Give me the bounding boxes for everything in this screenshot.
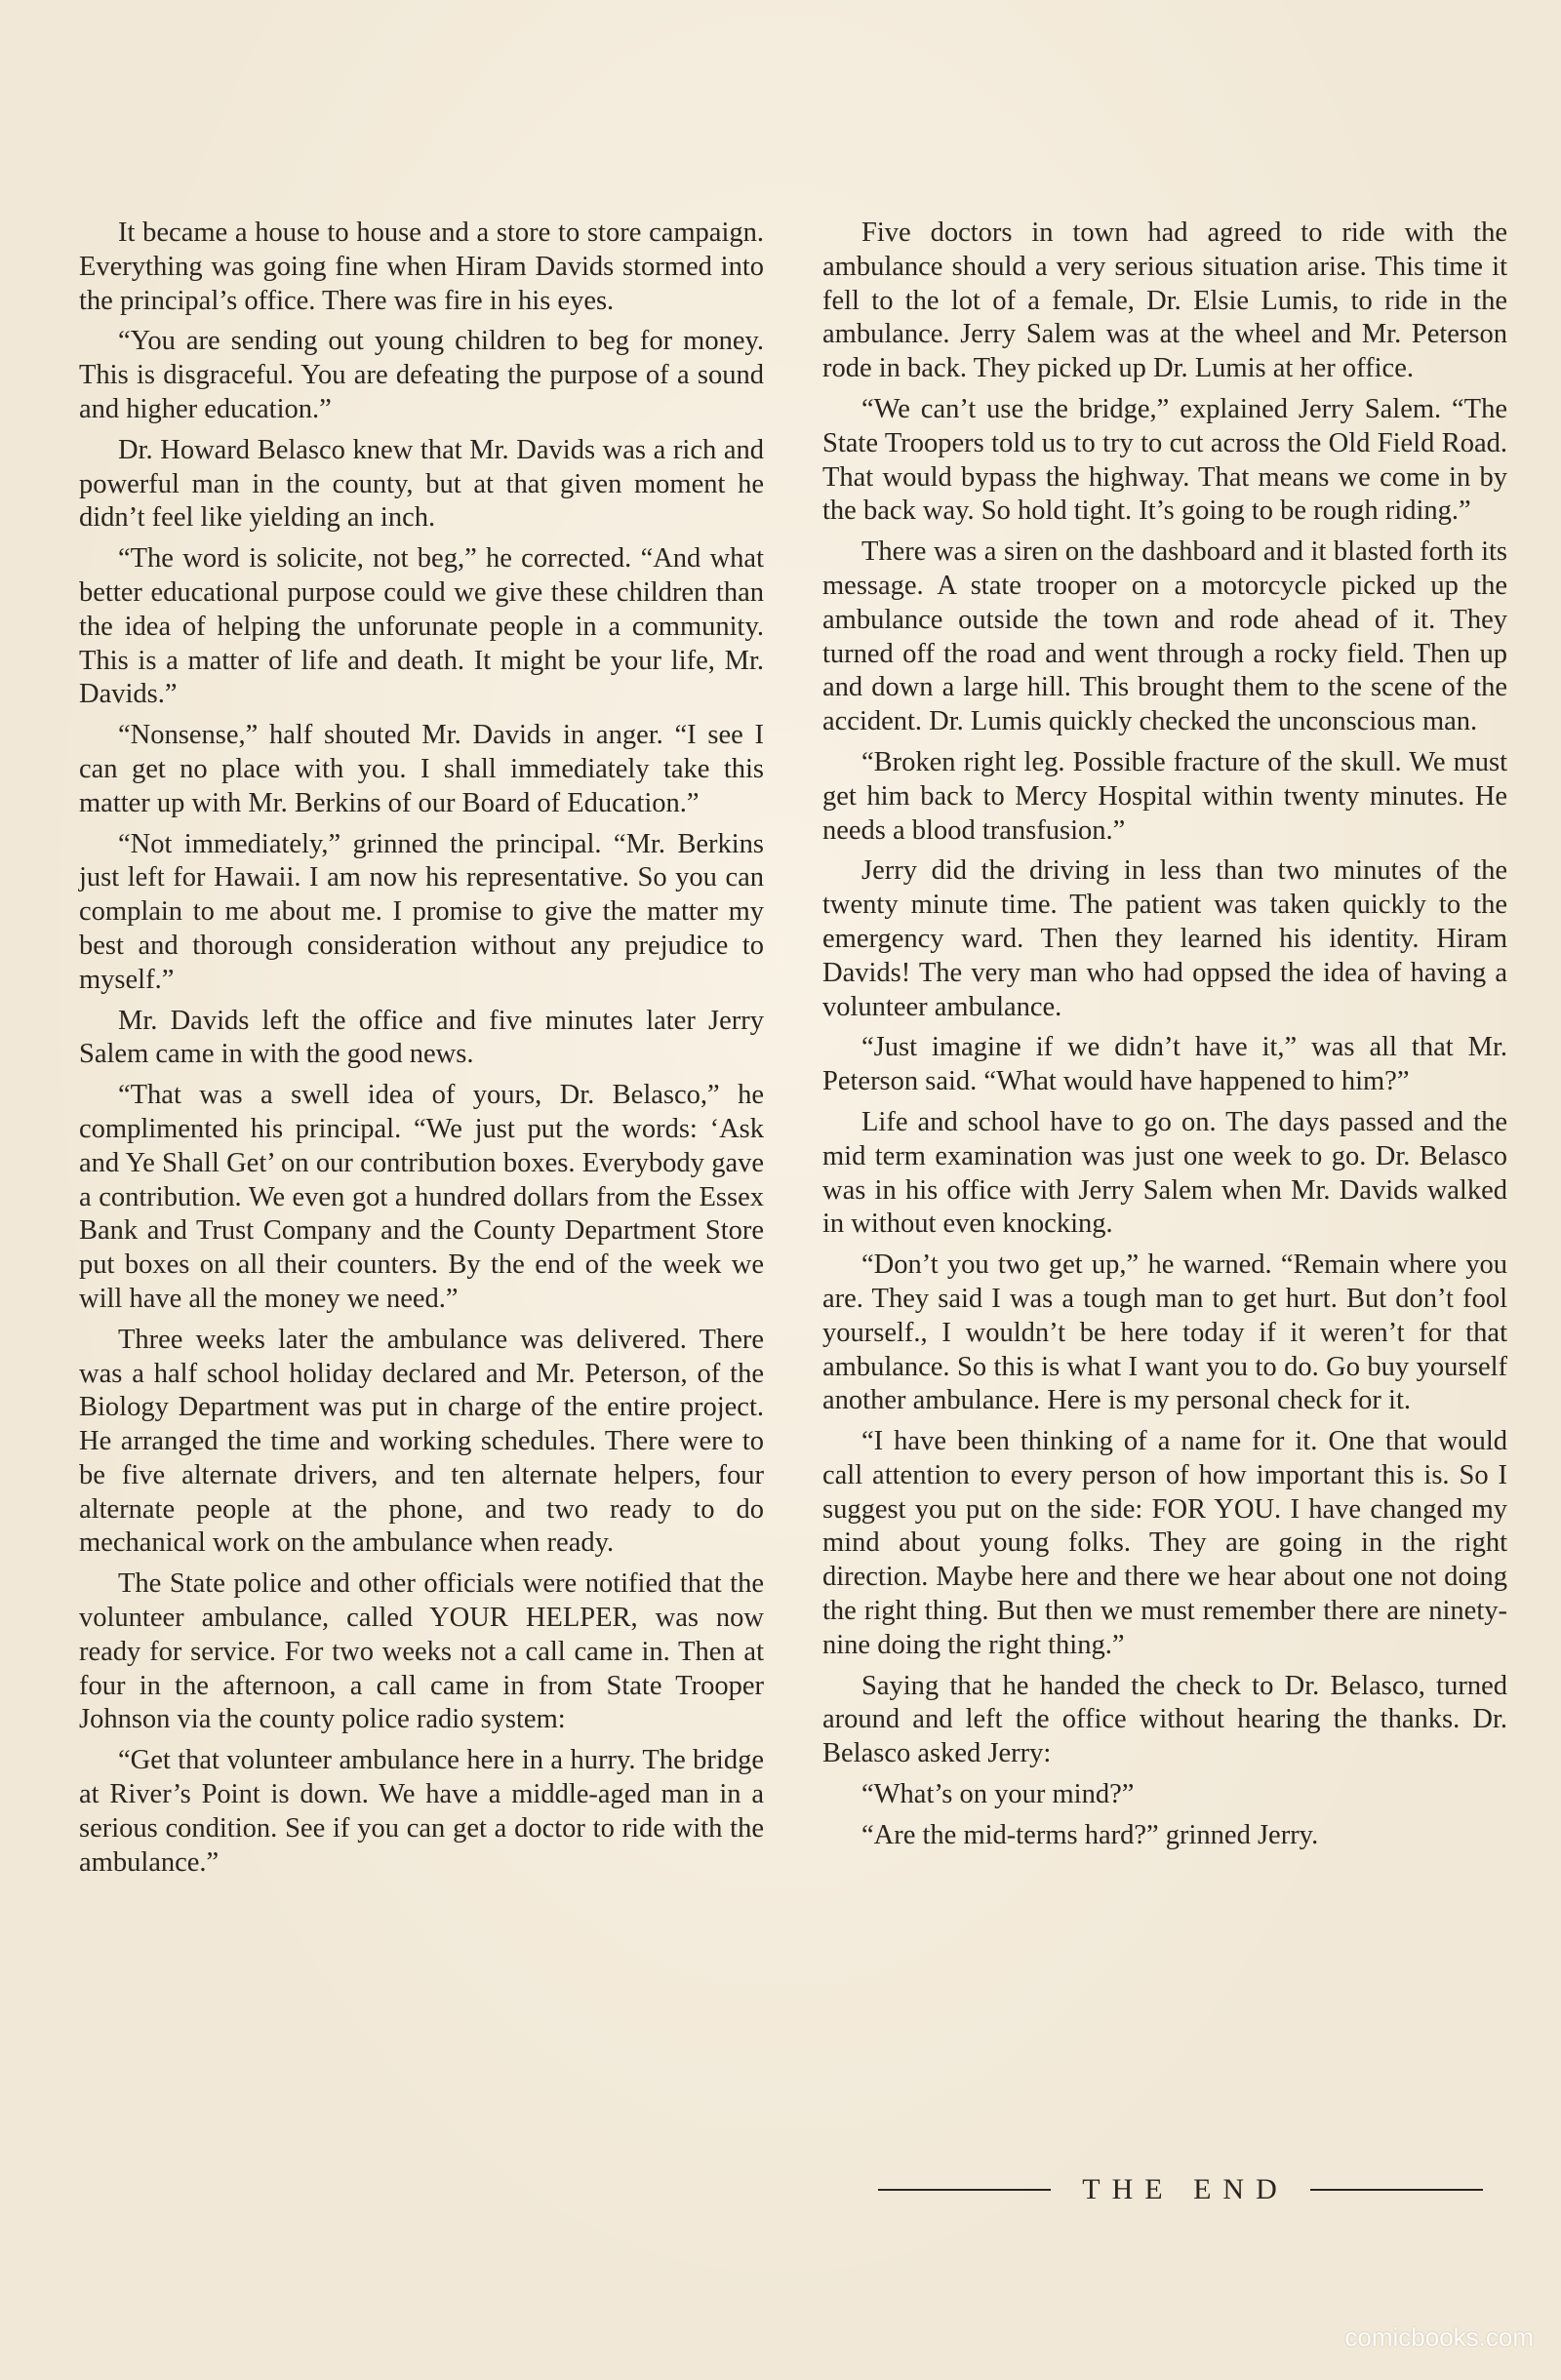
left-text-column <box>79 217 764 1886</box>
paragraph: “What’s on your mind?” <box>861 1779 1135 1810</box>
paragraph: There was a siren on the dashboard and it blasted forth its message. A state trooper on a motorcycle picked up the ambulance outside the town and rode ahead of it. They turned off the road and went through a rocky field. Then up and down a large hill. This brought them to the scene of the accident. Dr. Lumis quickly checked the unconscious man. <box>822 536 1507 737</box>
paragraph: “Get that volunteer ambulance here in a hurry. The bridge at River’s Point is down. We have a middle-aged man in a serious condition. See if you can get a doctor to ride with the ambulance.” <box>79 1745 764 1878</box>
paragraph: “Are the mid-terms hard?” grinned Jerry. <box>861 1819 1319 1850</box>
divider-right <box>1310 2189 1483 2191</box>
the-end-text: THE END <box>1082 2173 1289 2205</box>
paragraph: Three weeks later the ambulance was delivered. There was a half school holiday declared and Mr. Peterson, of the Biology Department was put in charge of the entire project. He arranged the time and working schedules. There were to be five alternate drivers, and ten alternate helpers, four alternate people at the phone, and two ready to do mechanical work on the ambulance when ready. <box>79 1324 764 1559</box>
paragraph: Jerry did the driving in less than two minutes of the twenty minute time. The patient was taken quickly to the emergency ward. Then they learned his identity. Hiram Davids! The very man who had oppsed the idea of having a volunteer ambulance. <box>822 855 1507 1022</box>
the-end-footer <box>878 2170 1483 2209</box>
right-text-column <box>822 217 1507 1860</box>
paragraph: Saying that he handed the check to Dr. Belasco, turned around and left the office without hearing the thanks. Dr. Belasco asked Jerry: <box>822 1670 1507 1769</box>
paragraph: “Don’t you two get up,” he warned. “Remain where you are. They said I was a tough man to get hurt. But don’t fool yourself., I wouldn’t be here today if it weren’t for that ambulance. So this is what I want you to do. Go buy yourself another ambulance. Here is my personal check for it. <box>822 1250 1507 1416</box>
paragraph: “You are sending out young children to beg for money. This is disgraceful. You are defeating the purpose of a sound and higher education.” <box>79 326 764 424</box>
paragraph: Mr. Davids left the office and five minutes later Jerry Salem came in with the good news. <box>79 1005 764 1070</box>
paragraph: Life and school have to go on. The days passed and the mid term examination was just one week to go. Dr. Belasco was in his office with Jerry Salem when Mr. Davids walked in without even knocking. <box>822 1106 1507 1240</box>
paragraph: “That was a swell idea of yours, Dr. Belasco,” he complimented his principal. “We just put the words: ‘Ask and Ye Shall Get’ on our contribution boxes. Everybody gave a contribution. We even got a hundred dollars from the Essex Bank and Trust Company and the County Department Store put boxes on all their counters. By the end of the week we will have all the money we need.” <box>79 1080 764 1314</box>
paragraph: “Not immediately,” grinned the principal. “Mr. Berkins just left for Hawaii. I am now his representative. So you can complain to me about me. I promise to give the matter my best and thorough consideration without any prejudice to myself.” <box>79 828 764 995</box>
site-watermark: comicbooks.com <box>1344 2322 1534 2352</box>
paragraph: Dr. Howard Belasco knew that Mr. Davids was a rich and powerful man in the county, but at that given moment he didn’t feel like yielding an inch. <box>79 434 764 534</box>
paragraph: “Broken right leg. Possible fracture of the skull. We must get him back to Mercy Hospital within twenty minutes. He needs a blood transfusion.” <box>822 746 1507 846</box>
paragraph: “Nonsense,” half shouted Mr. Davids in anger. “I see I can get no place with you. I shall immediately take this matter up with Mr. Berkins of our Board of Education.” <box>79 720 764 818</box>
paragraph: The State police and other officials were notified that the volunteer ambulance, called YOUR HELPER, was now ready for service. For two weeks not a call came in. Then at four in the afternoon, a call came in from State Trooper Johnson via the county police radio system: <box>79 1568 764 1735</box>
paragraph: “I have been thinking of a name for it. One that would call attention to every person of how important this is. So I suggest you put on the side: FOR YOU. I have changed my mind about young folks. They are going in the right direction. Maybe here and there we hear about one not doing the right thing. But then we must remember there are ninety-nine doing the right thing.” <box>822 1426 1507 1660</box>
divider-left <box>878 2189 1051 2191</box>
paragraph: Five doctors in town had agreed to ride with the ambulance should a very serious situation arise. This time it fell to the lot of a female, Dr. Elsie Lumis, to ride in the ambulance. Jerry Salem was at the wheel and Mr. Peterson rode in back. They picked up Dr. Lumis at her office. <box>822 218 1507 384</box>
paragraph: It became a house to house and a store to store campaign. Everything was going fine when Hiram Davids stormed into the principal’s office. There was fire in his eyes. <box>79 218 764 316</box>
paragraph: “The word is solicite, not beg,” he corrected. “And what better educational purpose could we give these children than the idea of helping the unforunate people in a community. This is a matter of life and death. It might be your life, Mr. Davids.” <box>79 543 764 710</box>
paragraph: “Just imagine if we didn’t have it,” was all that Mr. Peterson said. “What would have happened to him?” <box>822 1032 1507 1097</box>
paragraph: “We can’t use the bridge,” explained Jerry Salem. “The State Troopers told us to try to cut across the Old Field Road. That would bypass the highway. That means we come in by the back way. So hold tight. It’s going to be rough riding.” <box>822 393 1507 527</box>
